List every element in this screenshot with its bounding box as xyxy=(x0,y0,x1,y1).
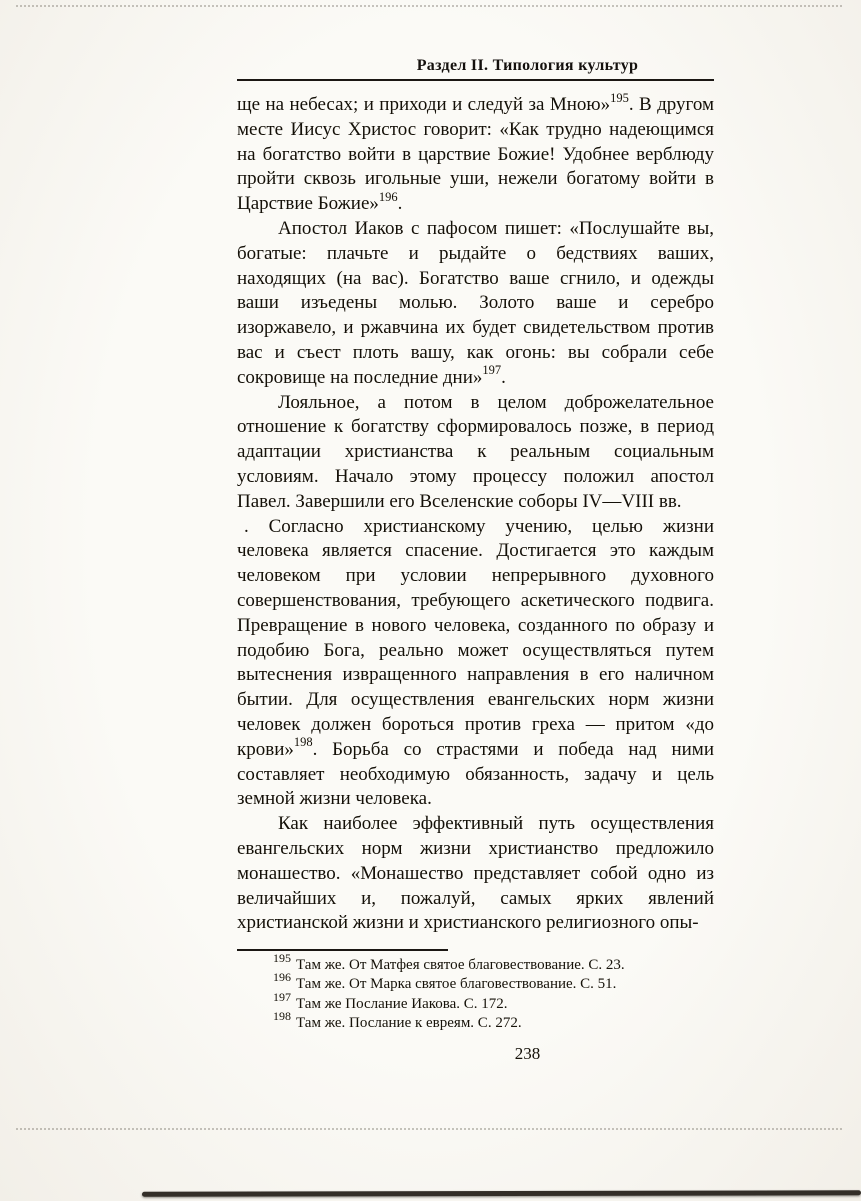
text-segment: . Согласно христианскому учению, целью жизни человека является спасение. Достигается это каждым человеком при условии непрерывного духовного совершенствования, требующего аскетического подвига. Превращение в нового человека, созданного по образу и подобию Бога, реально может осуществляться путем вытеснения извращенного направления в его наличном бытии. Для осуществления евангельских норм жизни человек должен бороться против греха — притом «до крови» xyxy=(237,515,714,760)
page-number: 238 xyxy=(514,1044,541,1063)
text-segment: Как наиболее эффективный путь осуществления евангельских норм жизни христианство предложило монашество. «Монашество представляет собой одно из величайших и, пожалуй, самых ярких явлений христианской жизни и христианского религиозного опы- xyxy=(237,813,714,934)
body-text xyxy=(237,90,714,936)
footnote-item-198 xyxy=(237,1008,714,1033)
text-segment: Апостол Иаков с пафосом пишет: «Послушайте вы, богатые: плачьте и рыдайте о бедствиях ваших, находящих (на вас). Богатство ваше сгнило, и одежды ваши изъедены молью. Золото ваше и серебро изоржавело, и ржавчина их будет свидетельством против вас и съест плоть вашу, как огонь: вы собрали себе сокровище на последние дни» xyxy=(237,217,714,388)
text-segment: ще на небесах; и приходи и следуй за Мною» xyxy=(237,94,611,115)
footnote-text: Там же. От Матфея святое благовествование. С. 23. xyxy=(296,957,625,973)
footnote-text: Там же. Послание к евреям. С. 272. xyxy=(296,1014,522,1031)
footnote-number: 196 xyxy=(273,970,291,985)
header-rule xyxy=(237,79,714,81)
scan-edge-artifact xyxy=(142,1190,861,1197)
footnote-text: Там же. От Марка святое благовествование. С. 51. xyxy=(296,976,617,993)
footnotes-list xyxy=(237,951,714,1033)
text-segment: Лояльное, а потом в целом доброжелательное отношение к богатству сформировалось позже, в период адаптации христианства к реальным социальным условиям. Начало этому процессу положил апостол Павел. Завершили его Вселенские соборы IV—VIII вв. xyxy=(237,391,714,512)
paragraph-4 xyxy=(237,515,714,813)
scan-artifact-bottom xyxy=(16,1128,842,1130)
text-segment: . В другом месте Иисус Христос говорит: «Как трудно надеющимся на богатство войти в царствие Божие! Удобнее верблюду пройти сквозь игольные уши, нежели богатому войти в Царствие Божие» xyxy=(237,94,714,215)
scan-artifact-top xyxy=(16,5,842,7)
footnote-number: 198 xyxy=(273,1008,291,1023)
footnote-item-197 xyxy=(237,989,714,1014)
footnote-ref-195: 195 xyxy=(610,90,629,105)
footnote-ref-196: 196 xyxy=(378,189,398,204)
footnotes-separator xyxy=(237,949,448,951)
footnote-number: 195 xyxy=(273,951,291,965)
paragraph-1 xyxy=(237,90,714,217)
running-header xyxy=(237,57,714,81)
footnote-item-196 xyxy=(237,970,714,994)
text-segment: . xyxy=(501,366,506,388)
paragraph-2 xyxy=(237,217,714,391)
footnote-ref-197: 197 xyxy=(482,363,502,378)
paragraph-5 xyxy=(237,812,714,936)
footnote-item-195 xyxy=(237,951,714,975)
footnote-number: 197 xyxy=(273,989,291,1004)
text-segment: . xyxy=(397,193,403,215)
footnote-text: Там же Послание Иакова. С. 172. xyxy=(296,995,508,1012)
running-header-title: Раздел II. Типология культур xyxy=(416,57,639,74)
footnote-ref-198: 198 xyxy=(293,735,313,750)
text-segment: . Борьба со страстями и победа над ними составляет необходимую обязанность, задачу и цель земной жизни человека. xyxy=(237,738,714,810)
paragraph-3 xyxy=(237,391,714,515)
